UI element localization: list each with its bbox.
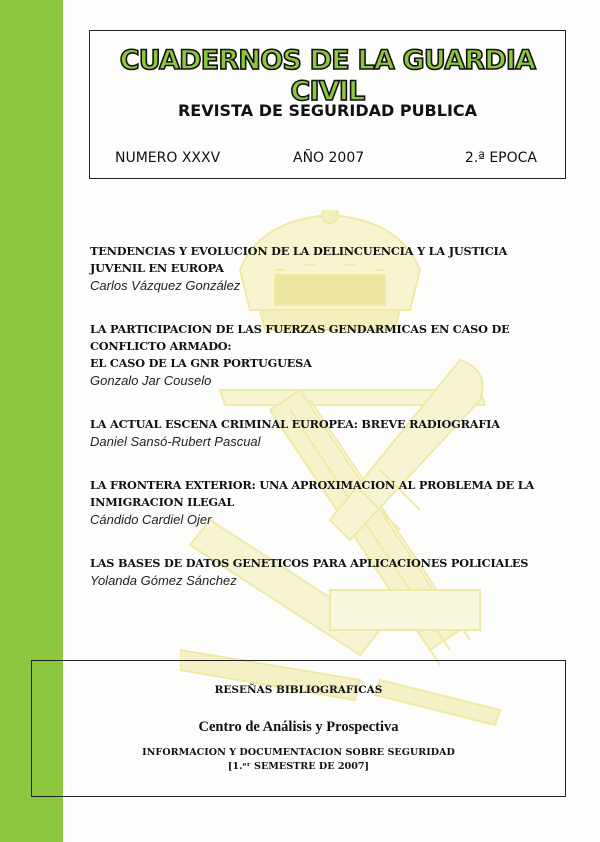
article-title: TENDENCIAS Y EVOLUCION DE LA DELINCUENCIA Y LA JUSTICIA JUVENIL EN EUROPA bbox=[90, 244, 508, 275]
article-item bbox=[90, 321, 560, 389]
info-line: INFORMACION Y DOCUMENTACION SOBRE SEGURIDAD bbox=[142, 747, 455, 758]
article-title: LA ACTUAL ESCENA CRIMINAL EUROPEA: BREVE RADIOGRAFIA bbox=[90, 417, 500, 431]
article-item bbox=[90, 243, 560, 294]
article-author: Yolanda Gómez Sánchez bbox=[90, 573, 237, 588]
journal-subtitle: REVISTA DE SEGURIDAD PUBLICA bbox=[177, 101, 478, 120]
article-author: Cándido Cardiel Ojer bbox=[90, 512, 212, 527]
journal-title-text: CUADERNOS DE LA GUARDIA CIVIL bbox=[119, 45, 536, 107]
info-block bbox=[32, 746, 565, 774]
article-author: Gonzalo Jar Couselo bbox=[90, 373, 212, 388]
journal-title bbox=[90, 45, 565, 107]
article-title: LA FRONTERA EXTERIOR: UNA APROXIMACION AL PROBLEMA DE LA INMIGRACION ILEGAL bbox=[90, 478, 535, 509]
footer-box bbox=[31, 660, 566, 797]
article-title: LA PARTICIPACION DE LAS FUERZAS GENDARMICAS EN CASO DE CONFLICTO ARMADO: bbox=[90, 322, 510, 353]
masthead-box bbox=[89, 30, 566, 179]
article-item bbox=[90, 477, 560, 528]
article-item bbox=[90, 416, 560, 450]
article-list bbox=[90, 243, 560, 616]
issue-epoch: 2.ª EPOCA bbox=[464, 150, 537, 166]
article-title: LAS BASES DE DATOS GENETICOS PARA APLICACIONES POLICIALES bbox=[90, 556, 529, 570]
article-author: Carlos Vázquez González bbox=[90, 278, 241, 293]
article-item bbox=[90, 555, 560, 589]
issue-number: NUMERO XXXV bbox=[115, 150, 221, 166]
issue-year: AÑO 2007 bbox=[293, 150, 365, 166]
info-semester: [1.ᵉʳ SEMESTRE DE 2007] bbox=[227, 761, 370, 772]
center-name: Centro de Análisis y Prospectiva bbox=[198, 719, 399, 735]
section-heading-resenas: RESEÑAS BIBLIOGRAFICAS bbox=[214, 684, 383, 696]
article-title-continued: EL CASO DE LA GNR PORTUGUESA bbox=[90, 356, 312, 370]
article-author: Daniel Sansó-Rubert Pascual bbox=[90, 434, 261, 449]
